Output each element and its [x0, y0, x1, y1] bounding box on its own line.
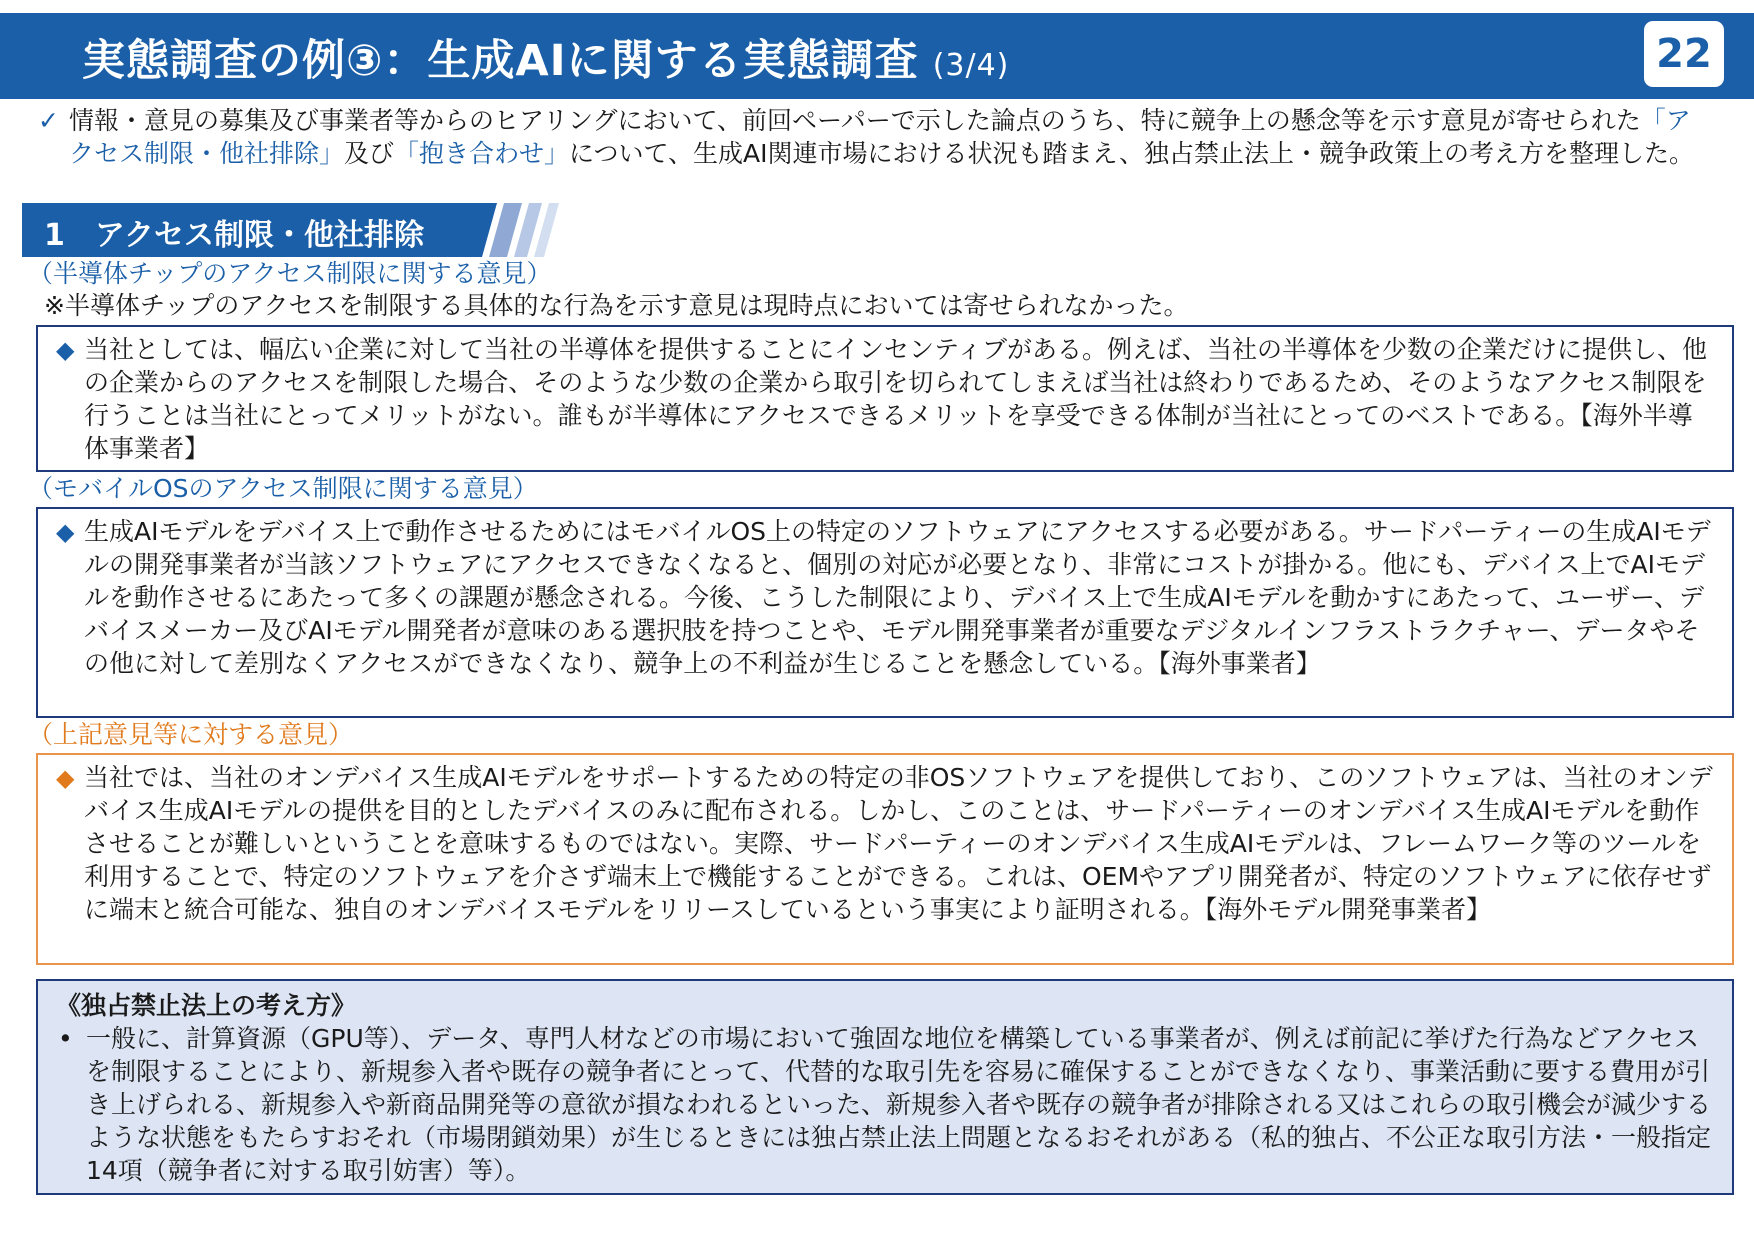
response-opinion-box [36, 753, 1734, 965]
intro-text-1: 情報・意見の募集及び事業者等からのヒアリングにおいて、前回ペーパーで示した論点のうち、特に競争上の懸念等を示す意見が寄せられた [69, 106, 1641, 135]
intro-text-2: 及び [344, 139, 395, 168]
diamond-bullet-icon: ◆ [56, 336, 75, 364]
diamond-bullet-icon: ◆ [56, 518, 75, 546]
antimonopoly-box [36, 979, 1734, 1195]
bullet-icon: • [58, 1024, 73, 1053]
intro-highlight-access: 「アクセス制限・他社排除」 [69, 106, 1691, 168]
mobile-os-heading: （モバイルOSのアクセス制限に関する意見） [28, 474, 538, 503]
semiconductor-opinion-box [36, 325, 1734, 472]
antimonopoly-item [56, 1022, 1714, 1187]
antimonopoly-text: 一般に、計算資源（GPU等）、データ、専門人材などの市場において強固な地位を構築している事業者が、例えば前記に挙げた行為などアクセスを制限することにより、新規参入者や既存の競争者にとって、代替的な取引先を容易に確保することができなくなり、事業活動に要する費用が引き上げられる、新規参入や新商品開発等の意欲が損なわれるといった、新規参入者や既存の競争者が排除される又はこれらの取引機会が減少するような状態をもたらすおそれ（市場閉鎖効果）が生じるときには独占禁止法上問題となるおそれがある（私的独占、不公正な取引方法・一般指定14項（競争者に対する取引妨害）等）。 [86, 1024, 1712, 1185]
semiconductor-opinion-text: 当社としては、幅広い企業に対して当社の半導体を提供することにインセンティブがある。例えば、当社の半導体を少数の企業だけに提供し、他の企業からのアクセスを制限した場合、そのような少数の企業から取引を切られてしまえば当社は終わりであるため、そのようなアクセス制限を行うことは当社にとってメリットがない。誰もが半導体にアクセスできるメリットを享受できる体制が当社にとってのベストである。【海外半導体事業者】 [84, 335, 1708, 463]
intro-text [38, 104, 1698, 170]
check-icon: ✓ [38, 106, 59, 135]
antimonopoly-title: 《独占禁止法上の考え方》 [56, 991, 357, 1020]
section-number: 1 [44, 218, 65, 253]
header-bar [0, 13, 1754, 99]
page-number: 22 [1644, 21, 1724, 87]
page-title [82, 27, 1009, 88]
section-heading [22, 203, 562, 257]
response-opinion-text: 当社では、当社のオンデバイス生成AIモデルをサポートするための特定の非OSソフトウェアを提供しており、このソフトウェアは、当社のオンデバイス生成AIモデルの提供を目的としたデバイスのみに配布される。しかし、このことは、サードパーティーのオンデバイス生成AIモデルを動作させることが難しいということを意味するものではない。実際、サードパーティーのオンデバイス生成AIモデルは、フレームワーク等のツールを利用することで、特定のソフトウェアを介さず端末上で機能することができる。これは、OEMやアプリ開発者が、特定のソフトウェアに依存せずに端末と統合可能な、独自のオンデバイスモデルをリリースしているという事実により証明される。【海外モデル開発事業者】 [84, 763, 1713, 924]
intro-paragraph [38, 104, 1698, 170]
diamond-bullet-icon: ◆ [56, 764, 75, 792]
page-title-text: 実態調査の例③：生成AIに関する実態調査 [82, 36, 919, 86]
intro-highlight-tying: 「抱き合わせ」 [394, 139, 570, 168]
section-label [44, 210, 424, 254]
mobile-os-opinion-text: 生成AIモデルをデバイス上で動作させるためにはモバイルOS上の特定のソフトウェアにアクセスする必要がある。サードパーティーの生成AIモデルの開発事業者が当該ソフトウェアにアクセスできなくなると、個別の対応が必要となり、非常にコストが掛かる。他にも、デバイス上でAIモデルを動作させるにあたって多くの課題が懸念される。今後、こうした制限により、デバイス上で生成AIモデルを動かすにあたって、ユーザー、デバイスメーカー及びAIモデル開発者が意味のある選択肢を持つことや、モデル開発事業者が重要なデジタルインフラストラクチャー、データやその他に対して差別なくアクセスができなくなり、競争上の不利益が生じることを懸念している。【海外事業者】 [84, 517, 1711, 678]
page-subtitle: (3/4) [932, 48, 1010, 83]
semiconductor-heading: （半導体チップのアクセス制限に関する意見） [28, 259, 552, 288]
response-heading: （上記意見等に対する意見） [28, 720, 354, 749]
intro-text-3: について、生成AI関連市場における状況も踏まえ、独占禁止法上・競争政策上の考え方を整理した。 [569, 139, 1695, 168]
mobile-os-opinion-box [36, 507, 1734, 718]
section-title: アクセス制限・他社排除 [94, 218, 424, 253]
semiconductor-note: ※半導体チップのアクセスを制限する具体的な行為を示す意見は現時点においては寄せられなかった。 [44, 291, 1189, 320]
